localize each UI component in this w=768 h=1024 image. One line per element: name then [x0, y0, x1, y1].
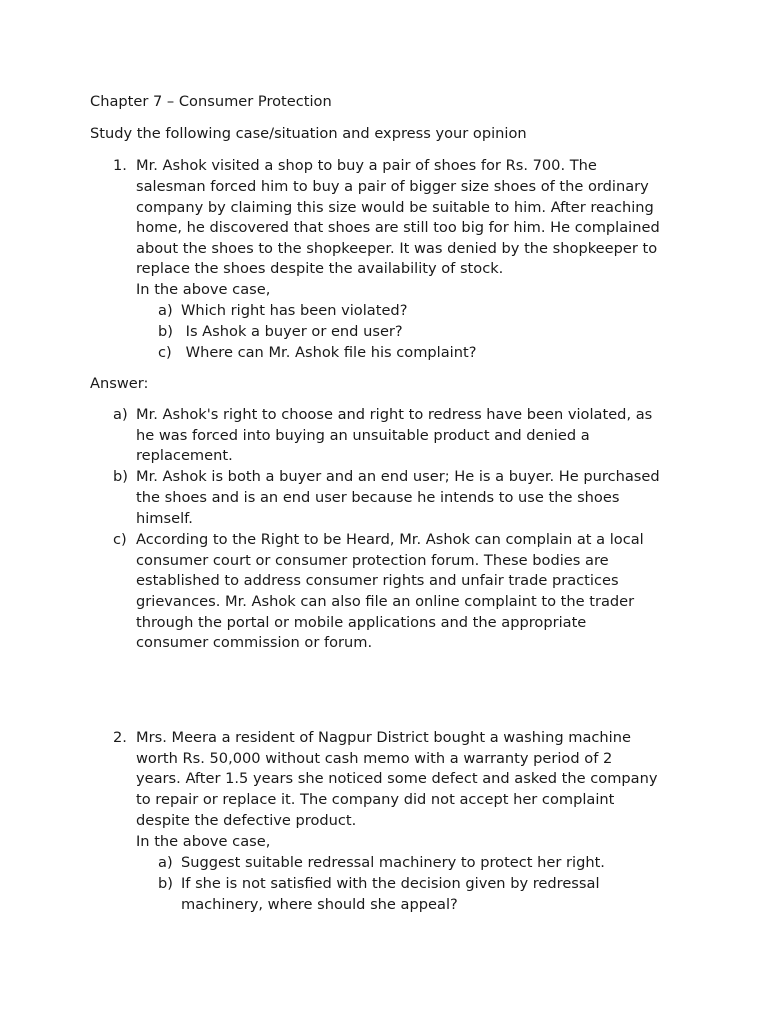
- question-lead-in: In the above case,: [136, 833, 271, 850]
- answer-line: he was forced into buying an unsuitable product and denied a: [136, 427, 590, 444]
- sub-question-marker: c): [158, 344, 172, 361]
- answer-line: consumer commission or forum.: [136, 634, 373, 651]
- answer-marker: b): [113, 468, 128, 485]
- sub-question-text: machinery, where should she appeal?: [181, 896, 458, 913]
- sub-question-marker: b): [158, 875, 173, 892]
- answer-line: According to the Right to be Heard, Mr. Ashok can complain at a local: [136, 531, 644, 548]
- answer-label: Answer:: [90, 375, 149, 392]
- question-line: worth Rs. 50,000 without cash memo with a warranty period of 2: [136, 750, 613, 767]
- question-line: home, he discovered that shoes are still too big for him. He complained: [136, 219, 660, 236]
- question-number: 2.: [113, 729, 127, 746]
- sub-question-marker: b): [158, 323, 173, 340]
- question-line: replace the shoes despite the availability of stock.: [136, 260, 504, 277]
- answer-line: himself.: [136, 510, 193, 527]
- sub-question-text: If she is not satisfied with the decision given by redressal: [181, 875, 600, 892]
- sub-question-marker: a): [158, 854, 173, 871]
- sub-question-text: Is Ashok a buyer or end user?: [181, 323, 403, 340]
- answer-line: Mr. Ashok is both a buyer and an end user; He is a buyer. He purchased: [136, 468, 660, 485]
- question-line: despite the defective product.: [136, 812, 357, 829]
- answer-line: through the portal or mobile applications and the appropriate: [136, 614, 587, 631]
- question-line: years. After 1.5 years she noticed some defect and asked the company: [136, 770, 658, 787]
- answer-line: established to address consumer rights and unfair trade practices: [136, 572, 619, 589]
- question-line: Mrs. Meera a resident of Nagpur District bought a washing machine: [136, 729, 631, 746]
- answer-marker: a): [113, 406, 128, 423]
- answer-line: Mr. Ashok's right to choose and right to redress have been violated, as: [136, 406, 653, 423]
- chapter-heading: Chapter 7 – Consumer Protection: [90, 93, 332, 110]
- answer-line: grievances. Mr. Ashok can also file an online complaint to the trader: [136, 593, 635, 610]
- answer-line: consumer court or consumer protection forum. These bodies are: [136, 552, 609, 569]
- question-line: company by claiming this size would be suitable to him. After reaching: [136, 199, 654, 216]
- sub-question-marker: a): [158, 302, 173, 319]
- question-line: Mr. Ashok visited a shop to buy a pair of shoes for Rs. 700. The: [136, 157, 597, 174]
- question-number: 1.: [113, 157, 127, 174]
- answer-marker: c): [113, 531, 127, 548]
- question-line: salesman forced him to buy a pair of bigger size shoes of the ordinary: [136, 178, 649, 195]
- sub-question-text: Which right has been violated?: [181, 302, 408, 319]
- sub-question-text: Where can Mr. Ashok file his complaint?: [181, 344, 477, 361]
- instruction-text: Study the following case/situation and express your opinion: [90, 125, 527, 142]
- question-line: about the shoes to the shopkeeper. It was denied by the shopkeeper to: [136, 240, 658, 257]
- answer-line: the shoes and is an end user because he intends to use the shoes: [136, 489, 620, 506]
- question-line: to repair or replace it. The company did not accept her complaint: [136, 791, 615, 808]
- sub-question-text: Suggest suitable redressal machinery to protect her right.: [181, 854, 605, 871]
- question-lead-in: In the above case,: [136, 281, 271, 298]
- answer-line: replacement.: [136, 447, 233, 464]
